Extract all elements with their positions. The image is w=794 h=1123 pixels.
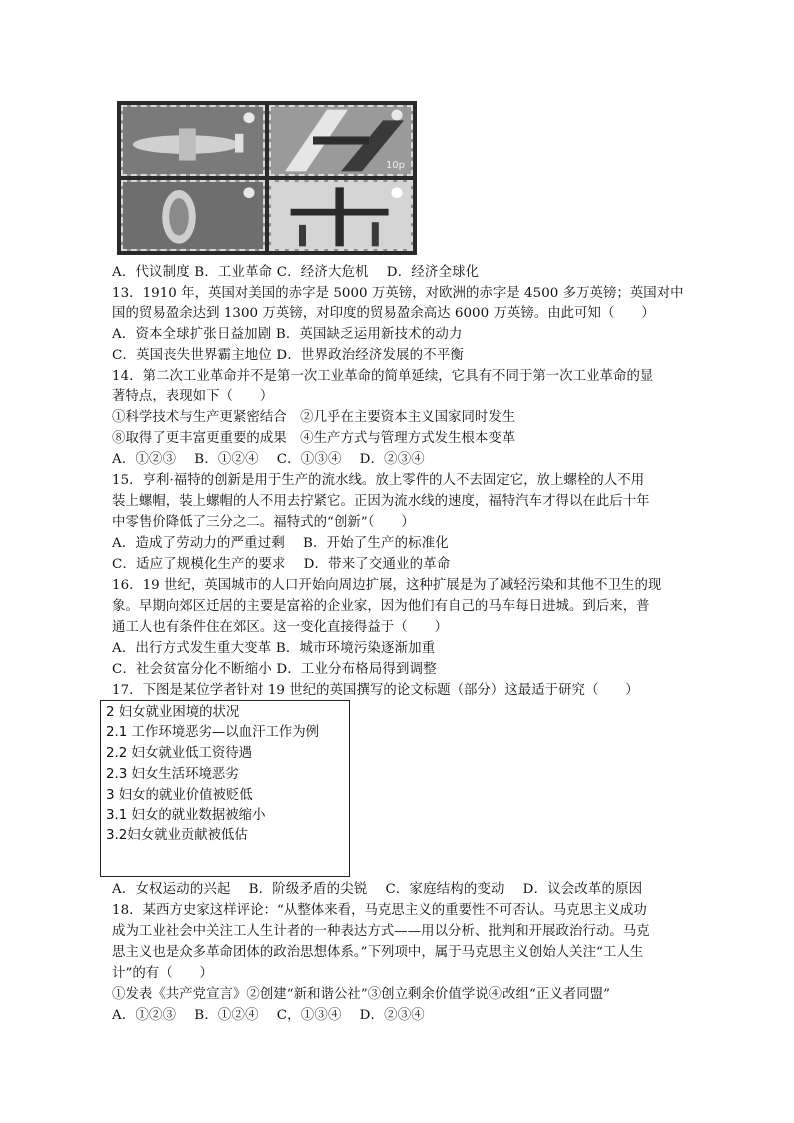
q18-stem-line-1: 18．某西方史家这样评论：“从整体来看，马克思主义的重要性不可否认。马克思主义成功 — [112, 903, 647, 918]
q17-stem-line-1: 17．下图是某位学者针对 19 世纪的英国撰写的论文标题（部分）这最适于研究（ ） — [112, 683, 639, 698]
q15-options-cd: C．适应了规模化生产的要求 D．带来了交通业的革命 — [112, 557, 451, 572]
stamp-abstract — [269, 105, 413, 176]
q15-stem-line-1: 15．亨利·福特的创新是用于生产的流水线。放上零件的人不去固定它，放上螺栓的人不用 — [112, 473, 645, 488]
q13-options-cd: C．英国丧失世界霸主地位 D．世界政治经济发展的不平衡 — [112, 348, 465, 363]
q14-items-line-2: ⑧取得了更丰富更重要的成果 ④生产方式与管理方式发生根本变革 — [112, 431, 516, 446]
q15-stem-line-2: 装上螺帽，装上螺帽的人不用去拧紧它。正因为流水线的速度，福特汽车才得以在此后十年 — [112, 494, 650, 509]
stamp-sheet-image — [117, 101, 417, 255]
q16-options-cd: C．社会贫富分化不断缩小 D．工业分布格局得到调整 — [112, 662, 437, 677]
image-question-options: A．代议制度 B．工业革命 C．经济大危机 D．经济全球化 — [112, 265, 480, 280]
outline-item: 3 妇女的就业价值被贬低 — [106, 788, 253, 803]
q18-stem-line-3: 思主义也是众多革命团体的政治思想体系。”下列项中，属于马克思主义创始人关注“工人生 — [112, 945, 644, 960]
outline-item: 2.3 妇女生活环境恶劣 — [106, 767, 239, 782]
q13-stem-line-1: 13．1910 年，英国对美国的赤字是 5000 万英镑，对欧洲的赤字是 4500 多万英镑；英国对中 — [112, 286, 684, 301]
q16-stem-line-1: 16．19 世纪，英国城市的人口开始向周边扩展，这种扩展是为了减轻污染和其他不卫生的现 — [112, 578, 662, 593]
q18-stem-line-4: 计”的有（ ） — [112, 966, 213, 981]
stamp-aircraft — [121, 105, 265, 176]
stamp-footprint — [121, 180, 265, 251]
outline-item: 3.2妇女就业贡献被低估 — [106, 828, 248, 843]
outline-item: 3.1 妇女的就业数据被缩小 — [106, 808, 266, 823]
q15-options-ab: A．造成了劳动力的严重过剩 B．开始了生产的标准化 — [112, 536, 449, 551]
q14-items-line-1: ①科学技术与生产更紧密结合 ②几乎在主要资本主义国家同时发生 — [112, 410, 516, 425]
q16-stem-line-2: 象。早期向郊区迁居的主要是富裕的企业家，因为他们有自己的马车每日进城。到后来，普 — [112, 599, 650, 614]
outline-item: 2.1 工作环境恶劣—以血汗工作为例 — [106, 725, 320, 740]
q14-options: A．①②③ B．①②④ C．①③④ D．②③④ — [112, 452, 425, 467]
q14-stem-line-1: 14．第二次工业革命并不是第一次工业革命的简单延续，它具有不同于第一次工业革命的显 — [112, 369, 654, 384]
q14-stem-line-2: 著特点，表现如下（ ） — [112, 389, 274, 404]
outline-item: 2 妇女就业困境的状况 — [106, 705, 240, 720]
q16-stem-line-3: 通工人也有条件住在郊区。这一变化直接得益于（ ） — [112, 620, 449, 635]
q18-options: A．①②③ B．①②④ C，①③④ D．②③④ — [112, 1008, 425, 1023]
q18-stem-line-2: 成为工业社会中关注工人生计者的一种表达方式——用以分析、批判和开展政治行动。马克 — [112, 924, 650, 939]
q18-items-line-1: ①发表《共产党宣言》②创建“新和谐公社”③创立剩余价值学说④改组“正义者同盟” — [112, 987, 611, 1002]
q15-stem-line-3: 中零售价降低了三分之二。福特式的“创新”（ ） — [112, 515, 415, 530]
q13-options-ab: A．资本全球扩张日益加剧 B．英国缺乏运用新技术的动力 — [112, 327, 463, 342]
stamp-structure — [269, 180, 413, 251]
stamp-value-label: 10p — [385, 160, 405, 171]
q17-options: A．女权运动的兴起 B．阶级矛盾的尖锐 C．家庭结构的变动 D．议会改革的原因 — [112, 882, 643, 897]
q17-thesis-outline-box — [100, 700, 350, 877]
q16-options-ab: A．出行方式发生重大变革 B．城市环境污染逐渐加重 — [112, 641, 436, 656]
outline-item: 2.2 妇女就业低工资待遇 — [106, 746, 253, 761]
q13-stem-line-2: 国的贸易盈余达到 1300 万英镑，对印度的贸易盈余高达 6000 万英镑。由此可知（ ） — [112, 306, 655, 321]
